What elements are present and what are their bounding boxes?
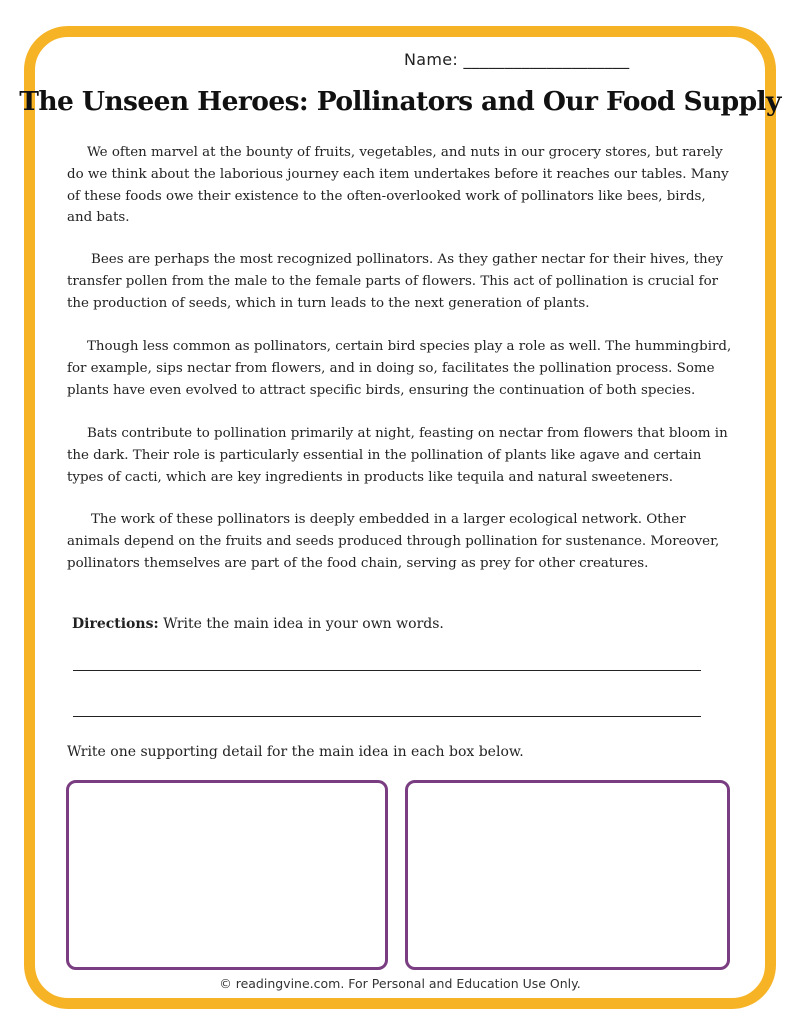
supporting-detail-box-2[interactable] <box>405 780 730 970</box>
passage-paragraph-3: Though less common as pollinators, certain bird species play a role as well. The hummingbird, for example, sips nectar from flowers, and in doing so, facilitates the pollination process. Some plants have even evolved to attract specific birds, ensuring the continuation of both species. <box>67 339 732 398</box>
main-idea-answer-line-1[interactable] <box>73 670 701 671</box>
worksheet-title: The Unseen Heroes: Pollinators and Our Food Supply <box>19 86 781 117</box>
supporting-detail-prompt: Write one supporting detail for the main idea in each box below. <box>67 744 524 760</box>
directions-text: Write the main idea in your own words. <box>158 616 444 632</box>
name-field-label: Name: ____________________ <box>404 50 630 69</box>
directions <box>72 616 444 632</box>
passage-paragraph-1: We often marvel at the bounty of fruits, vegetables, and nuts in our grocery stores, but rarely do we think about the laborious journey each item undertakes before it reaches our tables. Many of these foods owe their existence to the often-overlooked work of pollinators like bees, birds, and bats. <box>67 145 729 226</box>
passage-paragraph-2: Bees are perhaps the most recognized pollinators. As they gather nectar for their hives, they transfer pollen from the male to the female parts of flowers. This act of pollination is crucial for the production of seeds, which in turn leads to the next generation of plants. <box>67 252 724 311</box>
passage-paragraph-4: Bats contribute to pollination primarily at night, feasting on nectar from flowers that bloom in the dark. Their role is particularly essential in the pollination of plants like agave and certain types of cacti, which are key ingredients in products like tequila and natural sweeteners. <box>67 426 728 485</box>
copyright-footer: © readingvine.com. For Personal and Education Use Only. <box>219 976 581 991</box>
supporting-detail-box-1[interactable] <box>66 780 388 970</box>
main-idea-answer-line-2[interactable] <box>73 716 701 717</box>
passage-paragraph-5: The work of these pollinators is deeply embedded in a larger ecological network. Other animals depend on the fruits and seeds produced through pollination for sustenance. Moreover, pollinators themselves are part of the food chain, serving as prey for other creatures. <box>67 512 720 571</box>
directions-label: Directions: <box>72 616 159 632</box>
